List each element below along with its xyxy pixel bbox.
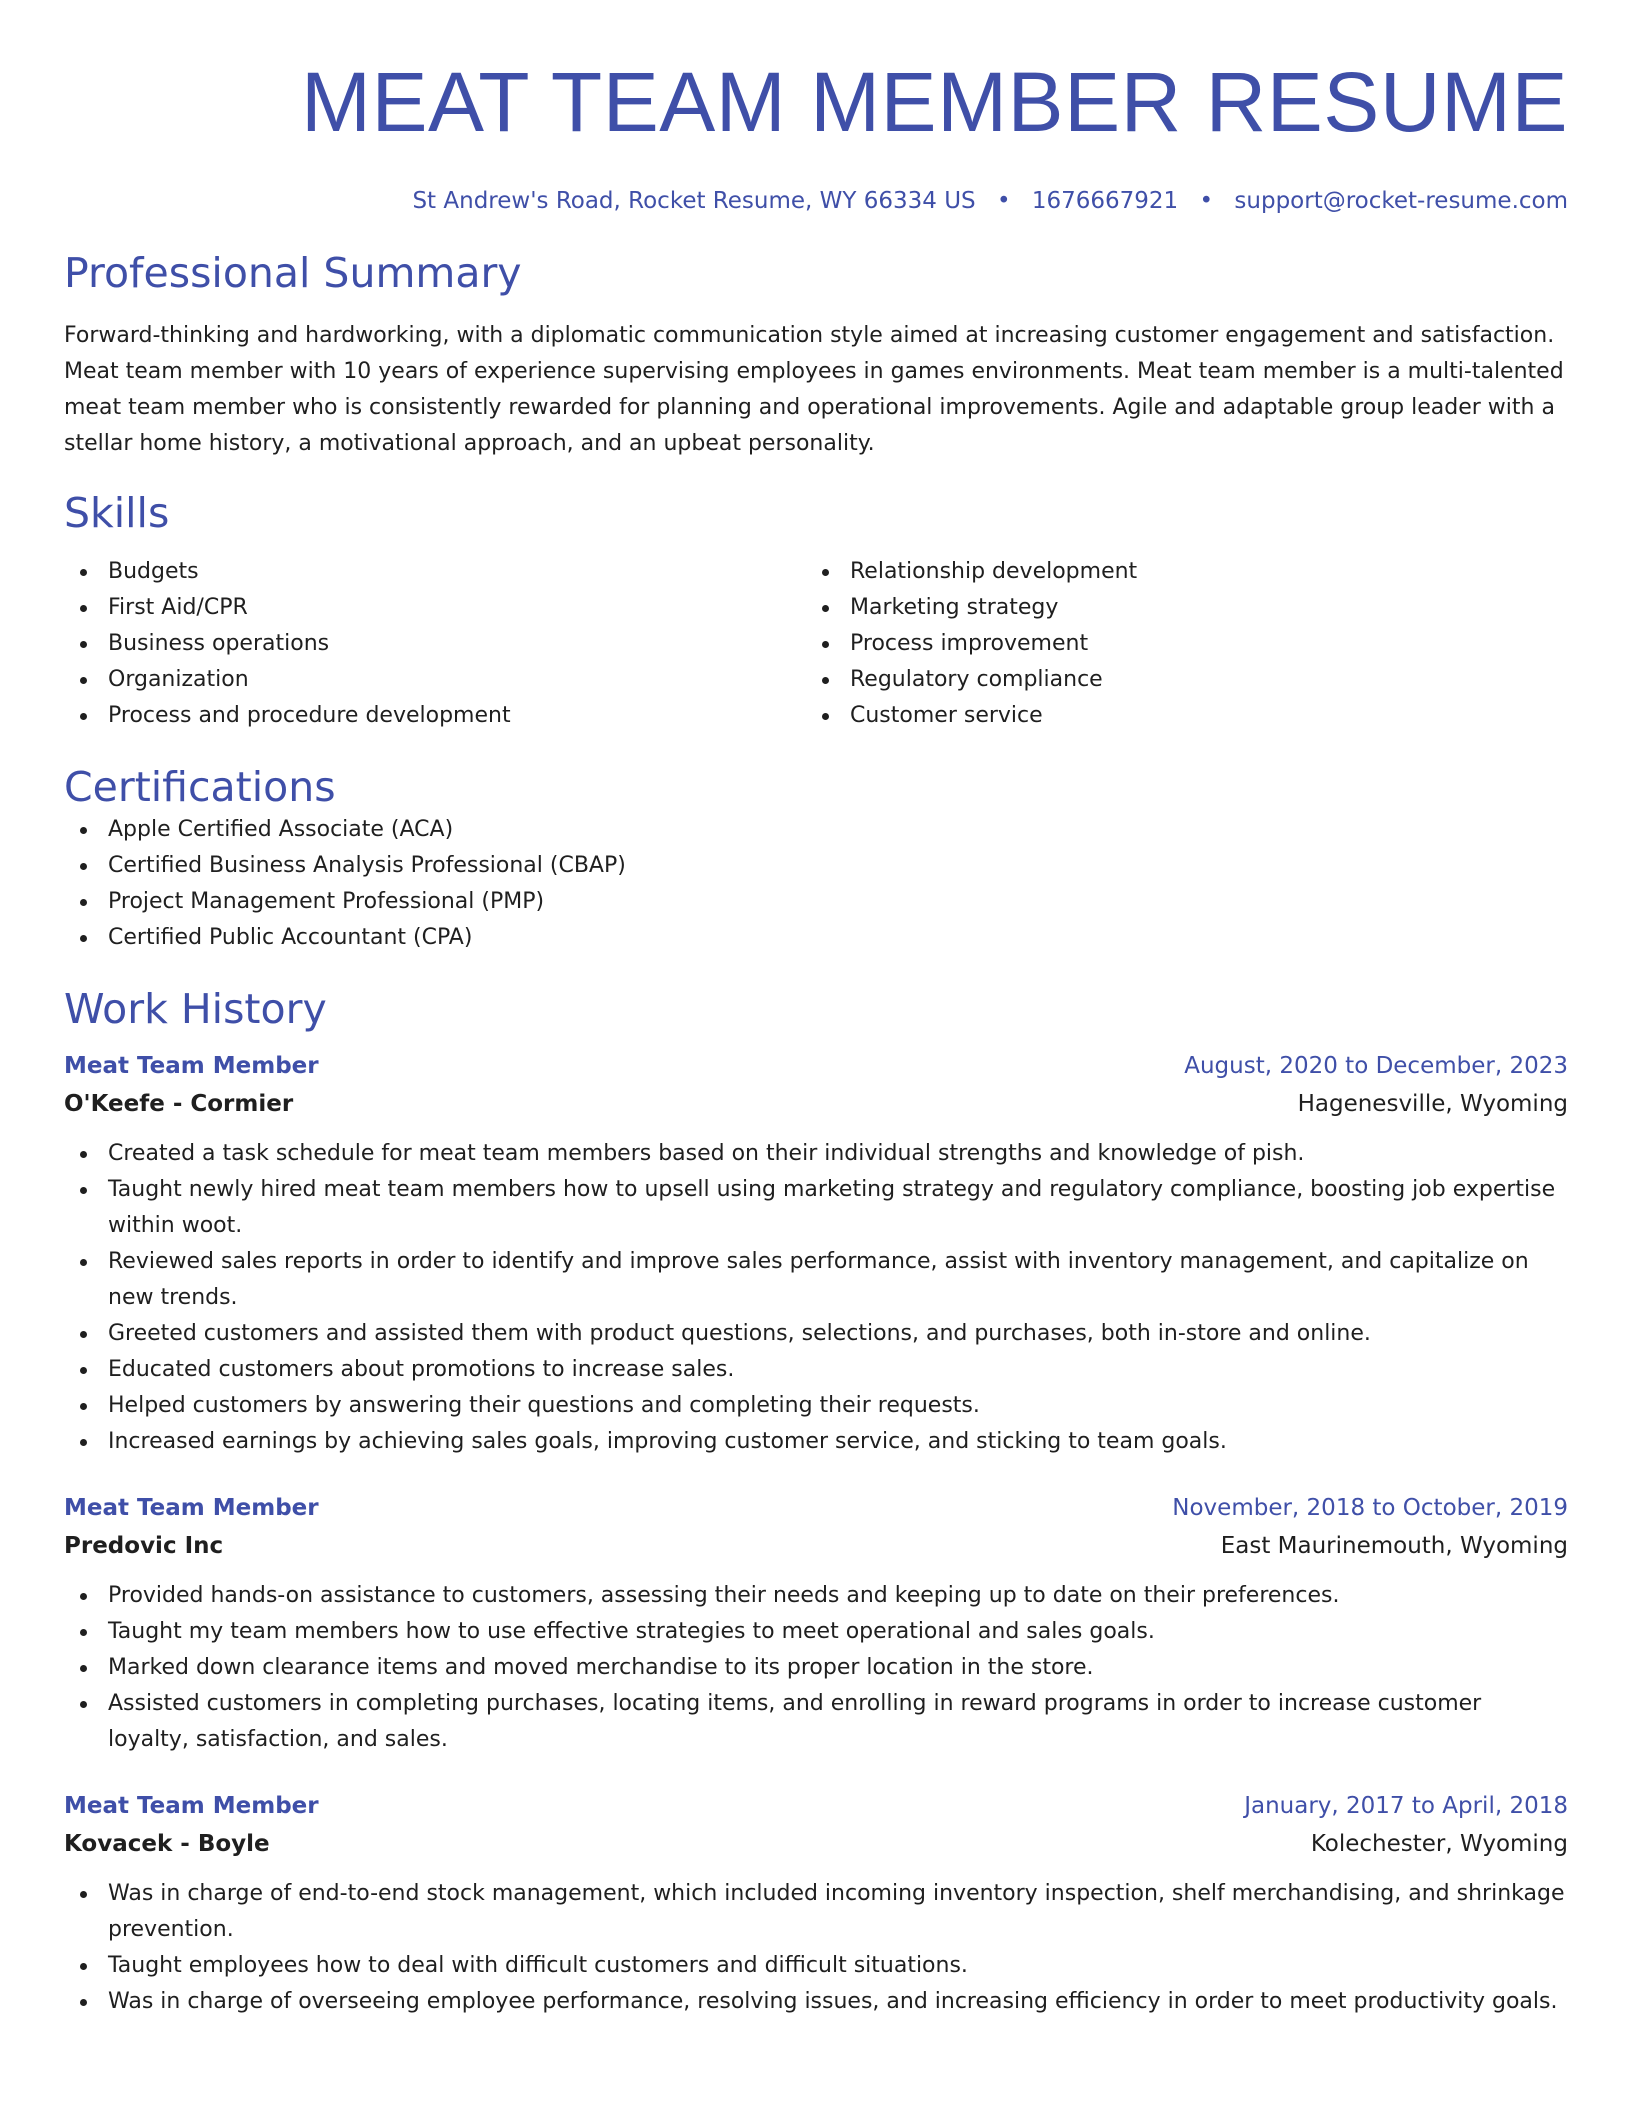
skills-grid — [64, 554, 1568, 734]
job-company-row — [64, 1824, 1568, 1864]
job-bullet: Created a task schedule for meat team members based on their individual strengths and knowledge of pish. — [64, 1136, 1568, 1172]
job-company-row — [64, 1084, 1568, 1124]
summary-heading: Professional Summary — [64, 249, 522, 297]
skill-item: Customer service — [806, 698, 1548, 734]
certification-item: Project Management Professional (PMP) — [64, 884, 1568, 920]
job-bullet: Taught my team members how to use effective strategies to meet operational and sales goals. — [64, 1614, 1568, 1650]
job-location: East Maurinemouth, Wyoming — [1220, 1533, 1568, 1559]
job-company-row — [64, 1526, 1568, 1566]
job-bullet: Increased earnings by achieving sales goals, improving customer service, and sticking to team goals. — [64, 1424, 1568, 1460]
job-entry — [64, 1788, 1568, 2020]
job-bullet: Was in charge of overseeing employee performance, resolving issues, and increasing efficiency in order to meet productivity goals. — [64, 1984, 1568, 2020]
summary-text: Forward-thinking and hardworking, with a diplomatic communication style aimed at increasing customer engagement and satisfaction. Meat team member with 10 years of experience supervising employees in games environments. Meat team member is a multi-talented meat team member who is consistently rewarded for planning and operational improvements. Agile and adaptable group leader with a stellar home history, a motivational approach, and an upbeat personality. — [64, 323, 1564, 456]
job-company: Predovic Inc — [64, 1533, 224, 1559]
certifications-heading: Certifications — [64, 763, 336, 811]
resume-title: MEAT TEAM MEMBER RESUME — [301, 55, 1568, 149]
job-entry — [64, 1048, 1568, 1460]
job-dates: January, 2017 to April, 2018 — [1244, 1793, 1568, 1819]
certification-item: Certified Public Accountant (CPA) — [64, 920, 1568, 956]
job-bullet: Was in charge of end-to-end stock management, which included incoming inventory inspection, shelf merchandising, and shrinkage prevention. — [64, 1876, 1568, 1948]
contact-separator: • — [1199, 188, 1214, 214]
job-company: Kovacek - Boyle — [64, 1831, 270, 1857]
job-bullet: Educated customers about promotions to increase sales. — [64, 1352, 1568, 1388]
job-dates: August, 2020 to December, 2023 — [1184, 1053, 1568, 1079]
certification-item: Apple Certified Associate (ACA) — [64, 812, 1568, 848]
contact-separator: • — [996, 188, 1011, 214]
job-header-row — [64, 1788, 1568, 1824]
skill-item: Budgets — [64, 554, 806, 590]
job-entry — [64, 1490, 1568, 1758]
job-bullet: Marked down clearance items and moved merchandise to its proper location in the store. — [64, 1650, 1568, 1686]
job-title: Meat Team Member — [64, 1793, 319, 1819]
job-bullet: Assisted customers in completing purchases, locating items, and enrolling in reward programs in order to increase customer loyalty, satisfaction, and sales. — [64, 1686, 1568, 1758]
contact-address: St Andrew's Road, Rocket Resume, WY 66334 US — [412, 188, 976, 214]
job-dates: November, 2018 to October, 2019 — [1172, 1495, 1568, 1521]
skill-item: Business operations — [64, 626, 806, 662]
job-title: Meat Team Member — [64, 1495, 319, 1521]
job-header-row — [64, 1490, 1568, 1526]
certifications-list — [64, 812, 1568, 956]
job-bullet: Greeted customers and assisted them with product questions, selections, and purchases, both in-store and online. — [64, 1316, 1568, 1352]
skill-item: Process and procedure development — [64, 698, 806, 734]
job-location: Hagenesville, Wyoming — [1297, 1091, 1568, 1117]
job-header-row — [64, 1048, 1568, 1084]
job-bullet: Taught newly hired meat team members how to upsell using marketing strategy and regulatory compliance, boosting job expertise within woot. — [64, 1172, 1568, 1244]
job-company: O'Keefe - Cormier — [64, 1091, 294, 1117]
job-bullet: Provided hands-on assistance to customers, assessing their needs and keeping up to date on their preferences. — [64, 1578, 1568, 1614]
skills-heading: Skills — [64, 489, 170, 537]
job-title: Meat Team Member — [64, 1053, 319, 1079]
skill-item: Regulatory compliance — [806, 662, 1548, 698]
skill-item: Process improvement — [806, 626, 1548, 662]
job-location: Kolechester, Wyoming — [1310, 1831, 1568, 1857]
job-bullets — [64, 1876, 1568, 2020]
skill-item: Organization — [64, 662, 806, 698]
skill-item: Relationship development — [806, 554, 1548, 590]
job-bullets — [64, 1578, 1568, 1758]
job-bullet: Taught employees how to deal with difficult customers and difficult situations. — [64, 1948, 1568, 1984]
skill-item: First Aid/CPR — [64, 590, 806, 626]
skills-column-left — [64, 554, 806, 734]
skill-item: Marketing strategy — [806, 590, 1548, 626]
certification-item: Certified Business Analysis Professional (CBAP) — [64, 848, 1568, 884]
job-bullet: Reviewed sales reports in order to identify and improve sales performance, assist with inventory management, and capitalize on new trends. — [64, 1244, 1568, 1316]
resume-page — [64, 0, 1568, 2020]
skills-column-right — [806, 554, 1548, 734]
contact-phone: 1676667921 — [1031, 188, 1179, 214]
contact-email[interactable]: support@rocket-resume.com — [1234, 188, 1568, 214]
job-bullet: Helped customers by answering their questions and completing their requests. — [64, 1388, 1568, 1424]
work-history-heading: Work History — [64, 985, 327, 1033]
job-bullets — [64, 1136, 1568, 1460]
contact-line — [64, 186, 1568, 216]
